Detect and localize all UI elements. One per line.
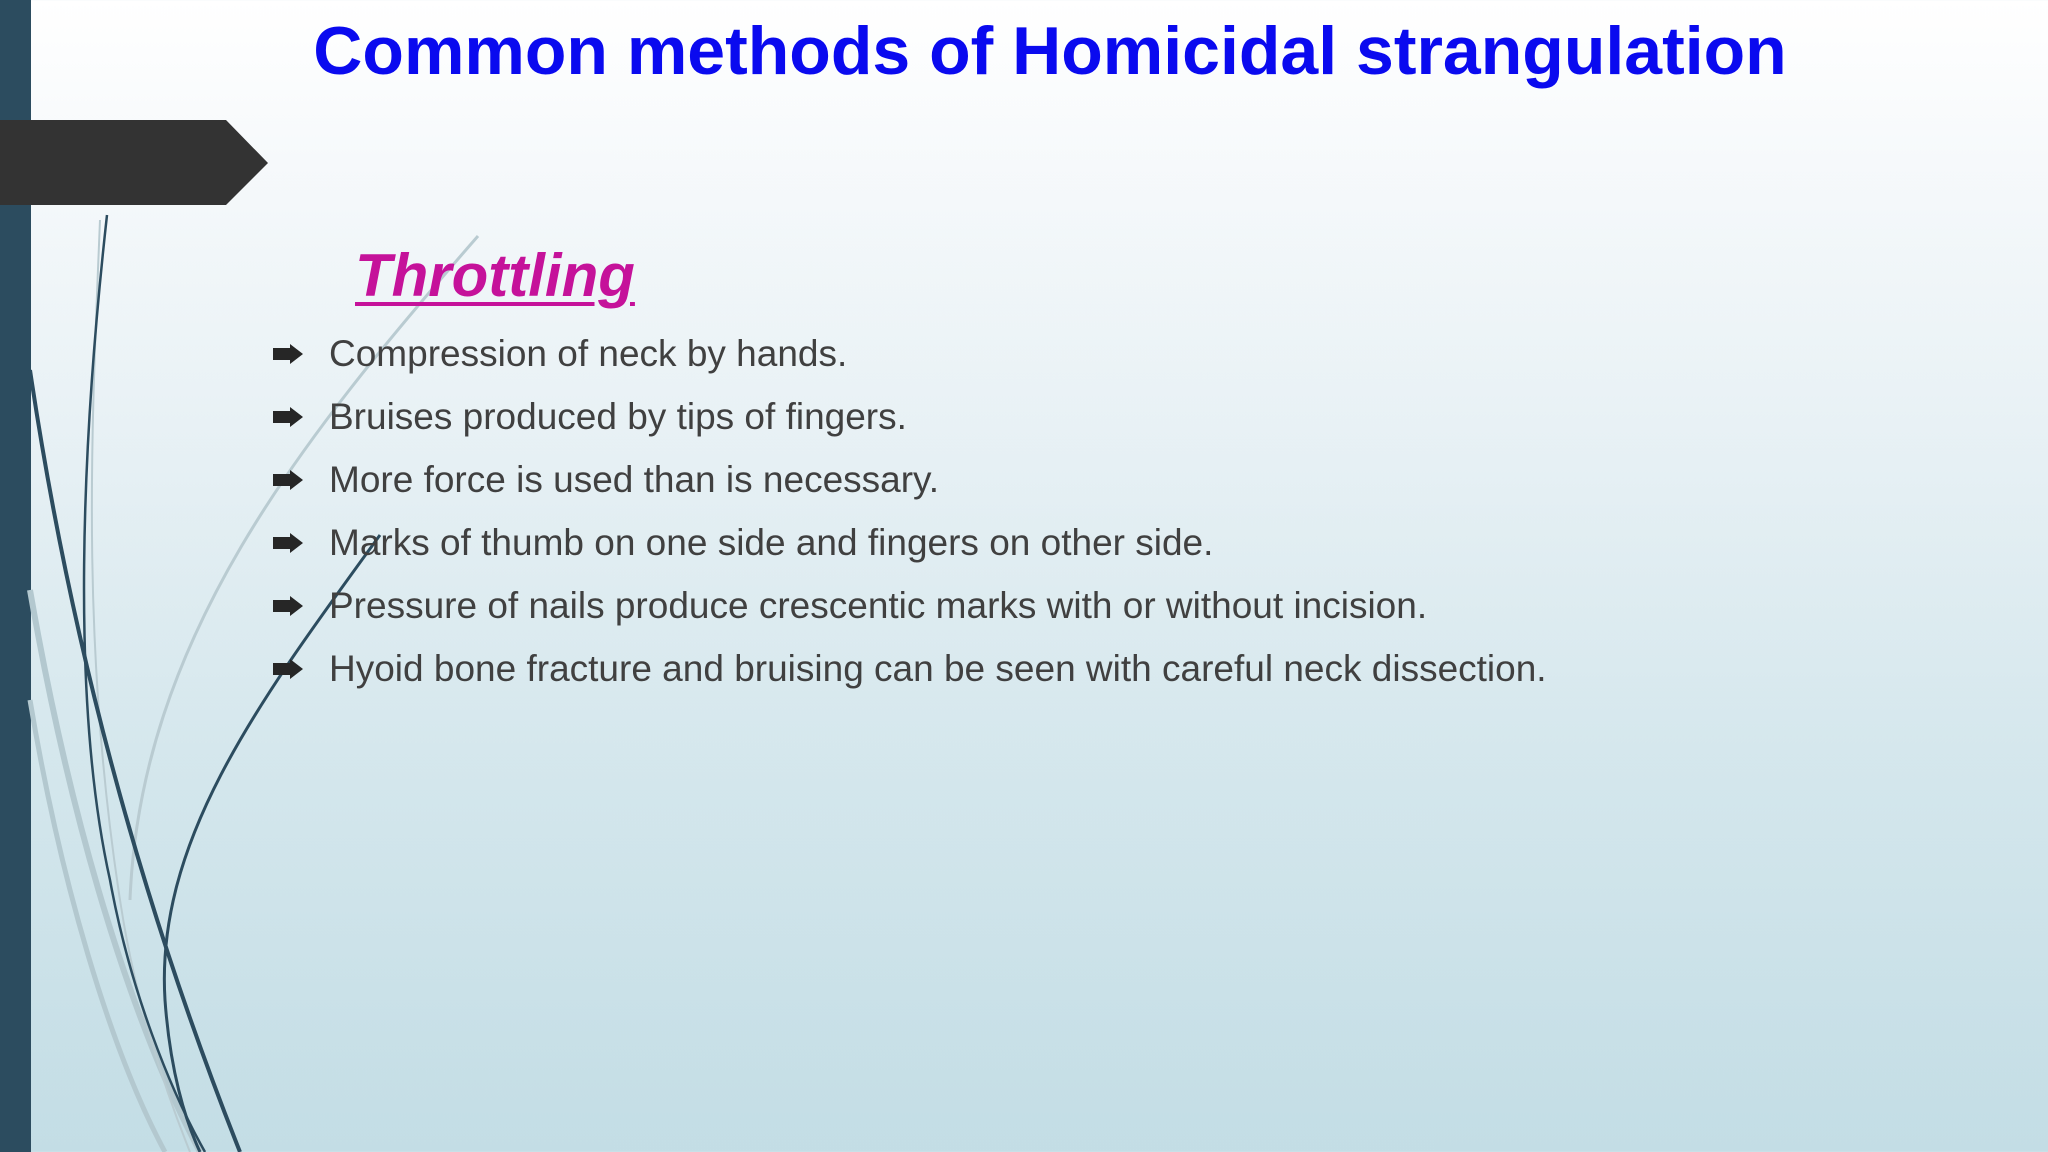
bullet-item [270, 322, 1547, 385]
bullet-item [270, 511, 1547, 574]
bullet-text: Compression of neck by hands. [329, 332, 848, 374]
bullet-item [270, 574, 1547, 637]
section-heading-throttling: Throttling [355, 242, 635, 309]
right-arrow-bullet-icon [273, 407, 303, 427]
bullet-text: Marks of thumb on one side and fingers on other side. [329, 521, 1214, 563]
right-arrow-bullet-icon [273, 344, 303, 364]
bullet-list [270, 322, 1547, 700]
bullet-text: Pressure of nails produce crescentic marks with or without incision. [329, 584, 1428, 626]
bullet-text: Bruises produced by tips of fingers. [329, 395, 907, 437]
bullet-item [270, 385, 1547, 448]
bullet-item [270, 637, 1547, 700]
bullet-item [270, 448, 1547, 511]
slide-title: Common methods of Homicidal strangulation [313, 13, 1787, 89]
bullet-text: More force is used than is necessary. [329, 458, 940, 500]
bullet-text: Hyoid bone fracture and bruising can be seen with careful neck dissection. [329, 647, 1547, 689]
right-arrow-bullet-icon [273, 533, 303, 553]
right-arrow-bullet-icon [273, 596, 303, 616]
right-arrow-bullet-icon [273, 470, 303, 490]
right-arrow-bullet-icon [273, 659, 303, 679]
